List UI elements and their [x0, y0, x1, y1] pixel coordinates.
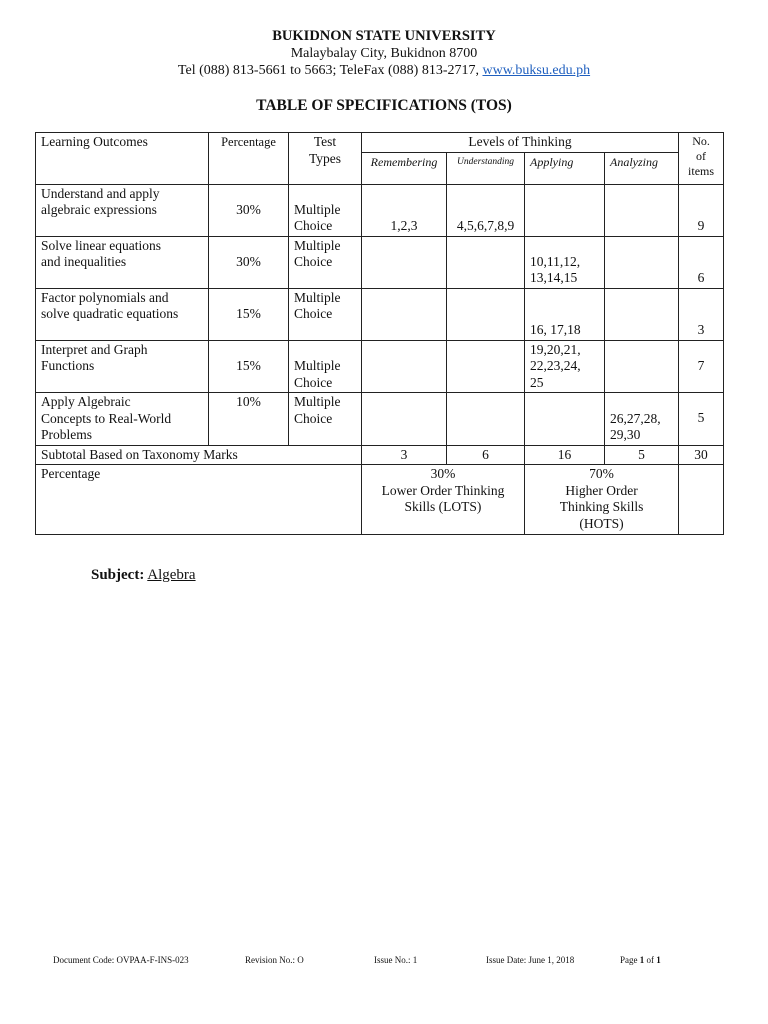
percentage-label: Percentage — [36, 465, 362, 535]
table-row — [36, 236, 724, 288]
percentage-cell: 10% — [209, 393, 289, 446]
table-row — [36, 288, 724, 340]
hots-line: (HOTS) — [579, 515, 624, 531]
understanding-cell: 4,5,6,7,8,9 — [447, 184, 525, 236]
header-test-types-line2: Types — [308, 150, 342, 166]
hots-line: Thinking Skills — [559, 499, 644, 514]
university-name: BUKIDNON STATE UNIVERSITY — [272, 28, 496, 44]
outcome-cell — [36, 288, 209, 340]
analyzing-cell — [605, 236, 679, 288]
footer-issue-no: Issue No.: 1 — [374, 955, 418, 965]
test-type-cell — [289, 288, 362, 340]
header-no-line2: of — [696, 149, 707, 163]
analyzing-cell — [605, 340, 679, 393]
header-learning-outcomes: Learning Outcomes — [36, 133, 209, 185]
header-levels-of-thinking: Levels of Thinking — [362, 133, 679, 153]
table-row — [36, 393, 724, 446]
items-cell: 5 — [679, 393, 724, 446]
understanding-cell — [447, 393, 525, 446]
contact-line — [0, 62, 768, 79]
test-type-line: Choice — [294, 218, 333, 233]
lots-percent: 30% — [430, 466, 456, 481]
subtotal-applying: 16 — [525, 445, 605, 465]
footer-page-num: 1 — [639, 955, 645, 965]
test-type-line: Multiple — [294, 289, 341, 305]
subtotal-total: 30 — [679, 445, 724, 465]
outcome-line: Problems — [41, 427, 93, 442]
outcome-line: solve quadratic equations — [41, 306, 179, 321]
outcome-line: Functions — [41, 358, 95, 373]
percentage-cell: 15% — [209, 340, 289, 393]
remembering-cell — [362, 288, 447, 340]
percentage-cell: 30% — [209, 184, 289, 236]
header-understanding: Understanding — [447, 152, 525, 184]
outcome-line: Concepts to Real-World — [41, 410, 172, 426]
document-title: TABLE OF SPECIFICATIONS (TOS) — [256, 97, 512, 114]
subject-label: Subject: — [91, 567, 145, 583]
understanding-cell — [447, 340, 525, 393]
lots-cell — [362, 465, 525, 535]
header-test-types-line1: Test — [313, 134, 337, 149]
test-type-cell — [289, 184, 362, 236]
test-type-line: Choice — [294, 410, 333, 426]
items-cell: 6 — [679, 236, 724, 288]
outcome-cell — [36, 236, 209, 288]
website-link[interactable]: www.buksu.edu.ph — [482, 63, 591, 78]
footer-page-of: of — [644, 955, 657, 965]
outcome-cell — [36, 340, 209, 393]
outcome-line: Apply Algebraic — [41, 394, 131, 409]
test-type-cell — [289, 236, 362, 288]
test-type-line: Choice — [294, 374, 333, 390]
percentage-empty-cell — [679, 465, 724, 535]
header-percentage: Percentage — [209, 133, 289, 185]
outcome-line: Understand and apply — [41, 185, 160, 201]
hots-percent: 70% — [589, 466, 614, 481]
outcome-cell — [36, 184, 209, 236]
hots-line: Higher Order — [565, 482, 638, 498]
percentage-cell: 15% — [209, 288, 289, 340]
test-type-cell — [289, 393, 362, 446]
test-type-line: Multiple — [294, 394, 341, 409]
outcome-line: Factor polynomials and — [41, 289, 169, 305]
footer-page — [620, 955, 661, 965]
test-type-line: Multiple — [294, 358, 341, 373]
outcome-line: Interpret and Graph — [41, 341, 148, 357]
table-row — [36, 340, 724, 393]
lots-line: Lower Order Thinking — [381, 482, 505, 498]
understanding-cell — [447, 236, 525, 288]
remembering-cell — [362, 393, 447, 446]
percentage-cell: 30% — [209, 236, 289, 288]
table-row — [36, 184, 724, 236]
test-type-line: Multiple — [294, 201, 341, 217]
subtotal-remembering: 3 — [362, 445, 447, 465]
header-remembering: Remembering — [362, 152, 447, 184]
header-applying: Applying — [525, 152, 605, 184]
analyzing-cell — [605, 288, 679, 340]
items-cell: 9 — [679, 184, 724, 236]
header-analyzing: Analyzing — [605, 152, 679, 184]
subtotal-understanding: 6 — [447, 445, 525, 465]
percentage-row — [36, 465, 724, 535]
analyzing-cell — [605, 184, 679, 236]
subject-value: Algebra — [147, 567, 196, 583]
table-header-row — [36, 133, 724, 153]
applying-cell: 16, 17,18 — [525, 288, 605, 340]
footer-page-total: 1 — [656, 955, 661, 965]
lots-line: Skills (LOTS) — [404, 499, 482, 514]
applying-line: 25 — [530, 374, 544, 390]
applying-cell — [525, 236, 605, 288]
analyzing-line: 26,27,28, — [610, 410, 661, 426]
remembering-cell: 1,2,3 — [362, 184, 447, 236]
outcome-line: Solve linear equations — [41, 237, 161, 253]
outcome-line: algebraic expressions — [41, 202, 157, 217]
items-cell: 3 — [679, 288, 724, 340]
applying-cell — [525, 340, 605, 393]
test-type-line: Choice — [294, 254, 333, 269]
header-no-line1: No. — [692, 134, 710, 148]
document-footer — [0, 955, 768, 969]
subtotal-label: Subtotal Based on Taxonomy Marks — [36, 445, 362, 465]
applying-line: 19,20,21, — [530, 341, 581, 357]
outcome-cell — [36, 393, 209, 446]
contact-numbers: Tel (088) 813-5661 to 5663; TeleFax (088) 813-2717, — [177, 63, 483, 78]
remembering-cell — [362, 236, 447, 288]
university-address: Malaybalay City, Bukidnon 8700 — [290, 46, 478, 61]
test-type-line: Multiple — [294, 237, 341, 253]
applying-line: 22,23,24, — [530, 358, 581, 373]
subtotal-analyzing: 5 — [605, 445, 679, 465]
outcome-line: and inequalities — [41, 254, 127, 269]
footer-revision: Revision No.: O — [245, 955, 304, 965]
subtotal-row — [36, 445, 724, 465]
footer-issue-date: Issue Date: June 1, 2018 — [486, 955, 575, 965]
footer-doc-code: Document Code: OVPAA-F-INS-023 — [53, 955, 189, 965]
analyzing-line: 29,30 — [610, 427, 641, 442]
header-test-types — [289, 133, 362, 185]
applying-line: 13,14,15 — [530, 270, 578, 285]
items-cell: 7 — [679, 340, 724, 393]
test-type-cell — [289, 340, 362, 393]
understanding-cell — [447, 288, 525, 340]
header-no-line3: items — [688, 164, 715, 178]
document-header — [0, 28, 768, 79]
subject-line — [91, 567, 196, 584]
header-no-of-items — [679, 133, 724, 185]
applying-cell — [525, 393, 605, 446]
applying-cell — [525, 184, 605, 236]
footer-page-label: Page — [620, 955, 640, 965]
specifications-table — [35, 132, 724, 535]
analyzing-cell — [605, 393, 679, 446]
hots-cell — [525, 465, 679, 535]
remembering-cell — [362, 340, 447, 393]
applying-line: 10,11,12, — [530, 253, 581, 269]
test-type-line: Choice — [294, 306, 333, 321]
